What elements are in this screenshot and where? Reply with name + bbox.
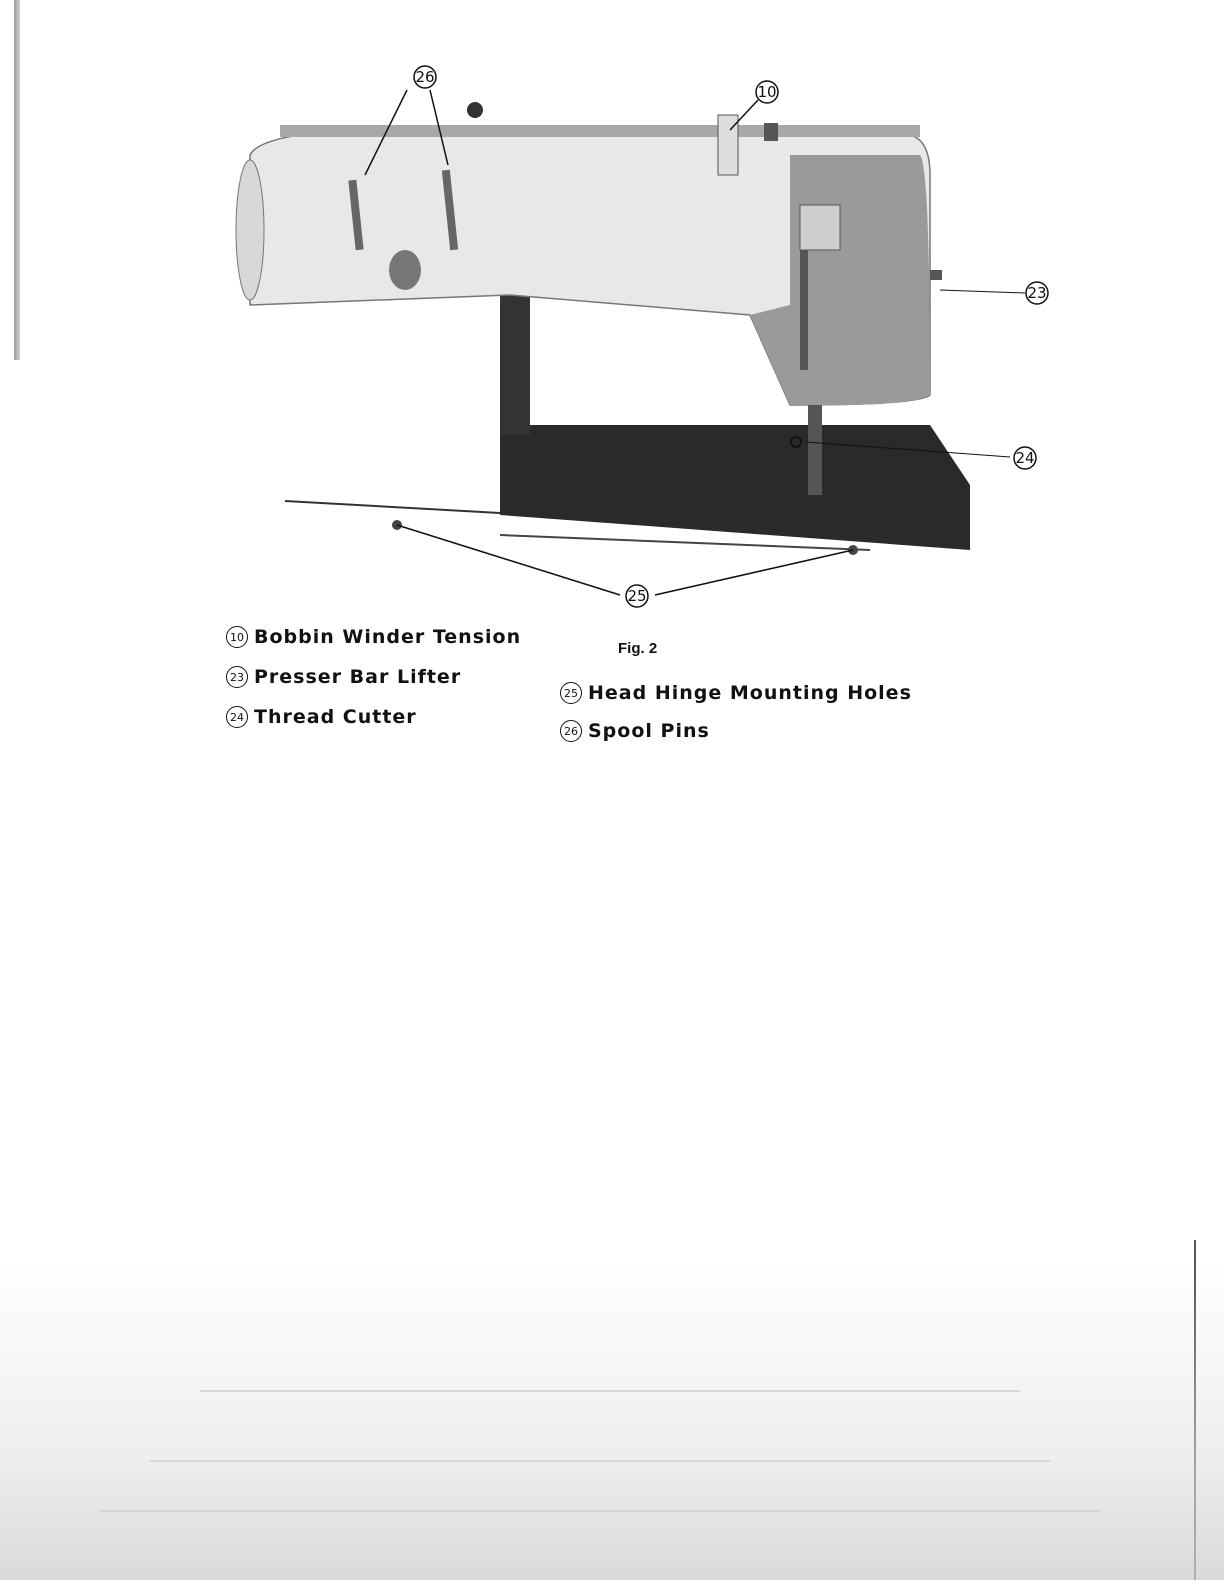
legend-label: Bobbin Winder Tension: [254, 626, 522, 648]
legend-label: Presser Bar Lifter: [254, 666, 462, 688]
faded-line: [200, 1390, 1020, 1392]
bed-edge: [285, 501, 500, 513]
face-plate: [800, 205, 840, 250]
machine-bed: [500, 425, 970, 550]
legend-num: 23: [226, 666, 248, 688]
legend-label: Head Hinge Mounting Holes: [588, 682, 912, 704]
callout-24: [1014, 447, 1036, 469]
knob: [467, 102, 483, 118]
sewing-machine-illustration: [230, 55, 1070, 615]
needle-bar: [808, 405, 822, 495]
machine-pillar: [500, 295, 530, 435]
legend-item-thread-cutter: [226, 706, 417, 728]
callout-26: [414, 66, 436, 88]
faded-line: [150, 1460, 1050, 1462]
svg-text:10: 10: [757, 83, 777, 101]
sewing-machine-figure: [230, 55, 1070, 615]
faded-bleedthrough-area: [0, 1260, 1224, 1580]
legend-label: Spool Pins: [588, 720, 710, 742]
callout-25: [626, 585, 648, 607]
stopper: [764, 123, 778, 141]
bobbin-winder: [389, 250, 421, 290]
callout-10: [756, 81, 778, 103]
top-rail: [280, 125, 920, 137]
svg-text:25: 25: [627, 587, 647, 605]
leader-25b: [655, 550, 853, 595]
legend-item-spool-pins: [560, 720, 710, 742]
faded-line: [100, 1510, 1100, 1512]
legend-item-head-hinge-mounting-holes: [560, 682, 912, 704]
presser-bar-lifter-part: [930, 270, 942, 280]
legend-item-bobbin-winder-tension: [226, 626, 521, 648]
leader-23: [940, 290, 1025, 293]
svg-text:26: 26: [415, 68, 435, 86]
presser-bar: [800, 250, 808, 370]
legend-num: 26: [560, 720, 582, 742]
svg-text:23: 23: [1027, 284, 1047, 302]
handwheel: [236, 160, 264, 300]
legend-label: Thread Cutter: [254, 706, 417, 728]
callout-23: [1026, 282, 1048, 304]
legend-item-presser-bar-lifter: [226, 666, 461, 688]
legend-num: 10: [226, 626, 248, 648]
svg-text:24: 24: [1015, 449, 1035, 467]
legend-num: 24: [226, 706, 248, 728]
figure-caption: Fig. 2: [618, 640, 658, 657]
scan-edge-left: [14, 0, 20, 360]
legend-num: 25: [560, 682, 582, 704]
